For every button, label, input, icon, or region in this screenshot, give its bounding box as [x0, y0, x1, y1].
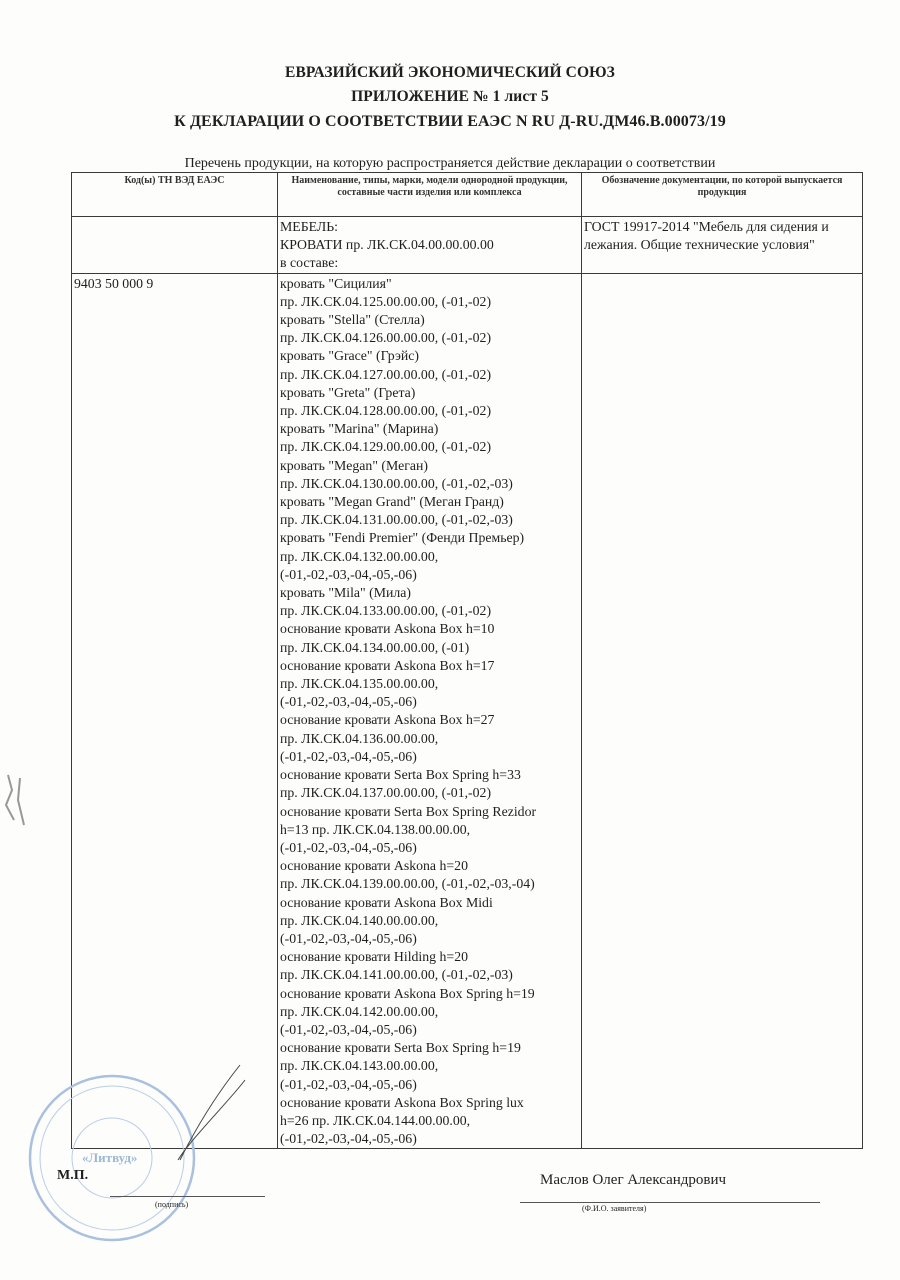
list-item: h=26 пр. ЛК.СК.04.144.00.00.00, [280, 1112, 471, 1128]
signature-line [110, 1196, 265, 1197]
list-item: пр. ЛК.СК.04.134.00.00.00, (-01) [280, 639, 470, 655]
product-items-list [278, 274, 581, 1149]
row1-code-cell [72, 217, 278, 274]
stamp-text: «Литвуд» [82, 1150, 138, 1165]
list-item: кровать "Stella" (Стелла) [280, 312, 425, 328]
list-item: кровать "Grace" (Грэйс) [280, 348, 419, 364]
intro-text: Перечень продукции, на которую распространяется действие декларации о соответствии [184, 156, 716, 171]
header-declaration: К ДЕКЛАРАЦИИ О СООТВЕТСТВИИ ЕАЭС N RU Д-RU.ДМ46.В.00073/19 [174, 113, 726, 130]
list-item: пр. ЛК.СК.04.141.00.00.00, (-01,-02,-03) [280, 967, 513, 983]
table-row [72, 273, 863, 1149]
list-item: основание кровати Askona Box h=17 [280, 657, 495, 673]
list-item: пр. ЛК.СК.04.137.00.00.00, (-01,-02) [280, 785, 492, 801]
list-item: основание кровати Askona Box h=27 [280, 712, 495, 728]
list-item: пр. ЛК.СК.04.136.00.00.00, [280, 730, 439, 746]
col-header-doc: Обозначение документации, по которой выпускается продукция [582, 173, 863, 217]
list-item: h=13 пр. ЛК.СК.04.138.00.00.00, [280, 821, 471, 837]
list-item: пр. ЛК.СК.04.135.00.00.00, [280, 676, 439, 692]
list-item: основание кровати Askona Box Spring lux [280, 1094, 524, 1110]
list-item: пр. ЛК.СК.04.139.00.00.00, (-01,-02,-03,-04) [280, 876, 535, 892]
row1-name-line: КРОВАТИ пр. ЛК.СК.04.00.00.00.00 [280, 237, 494, 253]
list-item: кровать "Fendi Premier" (Фенди Премьер) [280, 530, 525, 546]
list-item: кровать "Marina" (Марина) [280, 421, 439, 437]
col-header-name: Наименование, типы, марки, модели однородной продукции, составные части изделия или комплекса [278, 173, 582, 217]
signature-scribble [120, 1060, 250, 1170]
row1-name-line: в составе: [280, 255, 339, 271]
list-item: (-01,-02,-03,-04,-05,-06) [280, 1131, 417, 1147]
row2-items-cell [278, 273, 582, 1149]
row2-code-cell: 9403 50 000 9 [72, 273, 278, 1149]
header-appendix: ПРИЛОЖЕНИЕ № 1 лист 5 [351, 88, 549, 105]
product-table [71, 172, 863, 1149]
list-item: пр. ЛК.СК.04.142.00.00.00, [280, 1003, 439, 1019]
list-item: пр. ЛК.СК.04.132.00.00.00, [280, 548, 439, 564]
list-item: пр. ЛК.СК.04.128.00.00.00, (-01,-02) [280, 403, 492, 419]
list-item: пр. ЛК.СК.04.125.00.00.00, (-01,-02) [280, 293, 492, 309]
list-item: пр. ЛК.СК.04.130.00.00.00, (-01,-02,-03) [280, 475, 513, 491]
scan-smudge [0, 770, 40, 830]
name-line [520, 1202, 820, 1203]
list-item: основание кровати Hilding h=20 [280, 949, 468, 965]
list-item: кровать "Greta" (Грета) [280, 384, 416, 400]
table-header-row [72, 173, 863, 217]
list-item: пр. ЛК.СК.04.143.00.00.00, [280, 1058, 439, 1074]
list-item: основание кровати Askona Box Spring h=19 [280, 985, 535, 1001]
list-item: пр. ЛК.СК.04.140.00.00.00, [280, 912, 439, 928]
list-item: (-01,-02,-03,-04,-05,-06) [280, 1021, 417, 1037]
row1-doc-line: лежания. Общие технические условия" [584, 237, 815, 253]
list-item: (-01,-02,-03,-04,-05,-06) [280, 748, 417, 764]
list-item: основание кровати Serta Box Spring Rezidor [280, 803, 537, 819]
list-item: основание кровати Serta Box Spring h=19 [280, 1040, 521, 1056]
list-item: кровать "Сицилия" [280, 275, 392, 291]
col-header-code: Код(ы) ТН ВЭД ЕАЭС [72, 173, 278, 217]
list-item: пр. ЛК.СК.04.129.00.00.00, (-01,-02) [280, 439, 492, 455]
list-item: (-01,-02,-03,-04,-05,-06) [280, 930, 417, 946]
list-item: кровать "Mila" (Мила) [280, 585, 411, 601]
header-union: ЕВРАЗИЙСКИЙ ЭКОНОМИЧЕСКИЙ СОЮЗ [285, 64, 615, 81]
list-item: пр. ЛК.СК.04.131.00.00.00, (-01,-02,-03) [280, 512, 513, 528]
row1-name-cell [278, 217, 582, 274]
seal-mark: М.П. [57, 1168, 89, 1183]
row1-doc-line: ГОСТ 19917-2014 "Мебель для сидения и [584, 219, 829, 234]
list-item: кровать "Megan" (Меган) [280, 457, 428, 473]
list-item: основание кровати Serta Box Spring h=33 [280, 767, 521, 783]
list-item: основание кровати Askona h=20 [280, 858, 468, 874]
list-item: основание кровати Askona Box Midi [280, 894, 493, 910]
applicant-name: Маслов Олег Александрович [540, 1172, 727, 1188]
row1-name-line: МЕБЕЛЬ: [280, 219, 338, 234]
list-item: (-01,-02,-03,-04,-05,-06) [280, 839, 417, 855]
row2-doc-cell [582, 273, 863, 1149]
name-label: (Ф.И.О. заявителя) [582, 1204, 647, 1213]
list-item: (-01,-02,-03,-04,-05,-06) [280, 694, 417, 710]
table-row [72, 217, 863, 274]
list-item: (-01,-02,-03,-04,-05,-06) [280, 566, 417, 582]
row1-doc-cell [582, 217, 863, 274]
list-item: пр. ЛК.СК.04.127.00.00.00, (-01,-02) [280, 366, 492, 382]
list-item: (-01,-02,-03,-04,-05,-06) [280, 1076, 417, 1092]
list-item: основание кровати Askona Box h=10 [280, 621, 495, 637]
list-item: кровать "Megan Grand" (Меган Гранд) [280, 494, 504, 510]
list-item: пр. ЛК.СК.04.126.00.00.00, (-01,-02) [280, 330, 492, 346]
signature-label: (подпись) [155, 1200, 189, 1209]
list-item: пр. ЛК.СК.04.133.00.00.00, (-01,-02) [280, 603, 492, 619]
